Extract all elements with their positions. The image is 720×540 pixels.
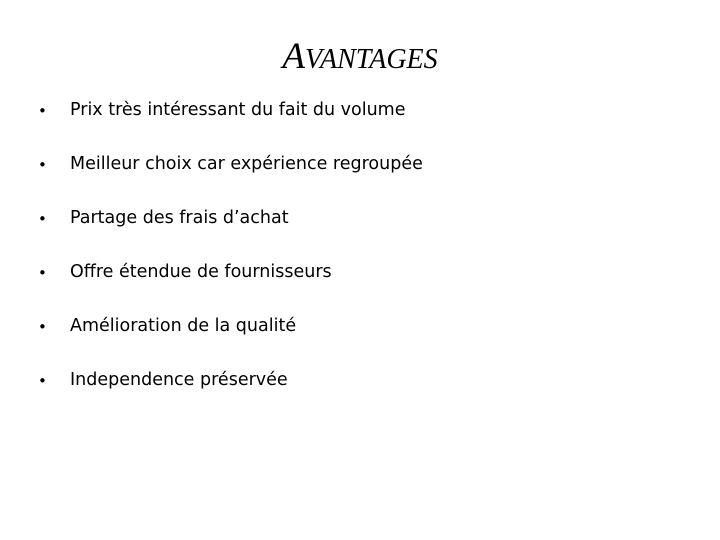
bullet-icon: • [38,264,47,282]
bullet-icon: • [38,210,47,228]
slide-title [0,38,720,75]
bullet-text: Independence préservée [70,370,288,390]
bullet-text: Prix très intéressant du fait du volume [70,100,406,120]
title-first-letter: A [282,36,305,77]
list-item [38,210,423,264]
list-item [38,318,423,372]
bullet-text: Partage des frais d’achat [70,208,289,228]
bullet-icon: • [38,156,47,174]
list-item [38,156,423,210]
list-item [38,372,423,426]
bullet-text: Amélioration de la qualité [70,316,297,336]
bullet-icon: • [38,372,47,390]
bullet-icon: • [38,318,47,336]
title-rest: VANTAGES [304,44,438,75]
list-item [38,264,423,318]
bullet-text: Meilleur choix car expérience regroupée [70,154,423,174]
bullet-list [38,102,423,426]
list-item [38,102,423,156]
bullet-icon: • [38,102,47,120]
bullet-text: Offre étendue de fournisseurs [70,262,332,282]
